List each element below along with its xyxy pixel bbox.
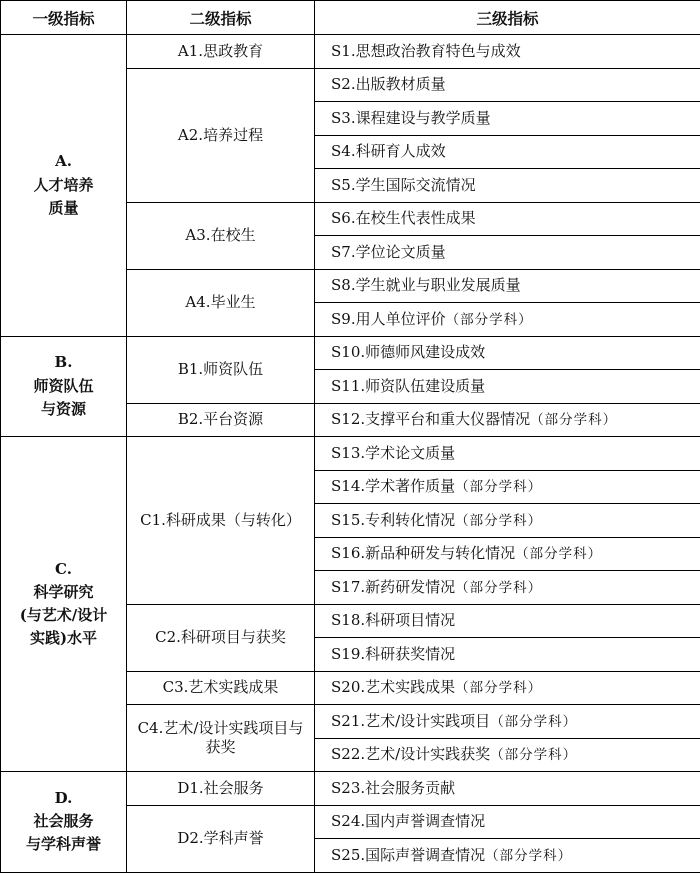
level3-cell (315, 537, 700, 571)
level3-cell (315, 102, 700, 136)
level2-cell: C2.科研项目与获奖 (127, 604, 315, 671)
level3-note: （部分学科） (455, 680, 543, 697)
level1-name-line: 师资队伍 (33, 376, 94, 395)
level3-label: S17.新药研发情况 (331, 577, 456, 596)
level1-cell-c (1, 437, 127, 772)
table-row (1, 772, 700, 806)
level3-cell (315, 470, 700, 504)
level3-note: （部分学科） (515, 546, 603, 563)
level3-cell (315, 202, 700, 236)
level3-note: （部分学科） (530, 412, 618, 429)
level3-label: S22.艺术/设计实践获奖 (331, 745, 491, 764)
level3-label: S21.艺术/设计实践项目 (331, 711, 491, 730)
level2-cell: C1.科研成果（与转化） (127, 437, 315, 605)
level1-name-line: 质量 (48, 198, 79, 217)
level3-cell (315, 671, 700, 705)
level1-code: C. (55, 559, 72, 578)
level2-cell: A3.在校生 (127, 202, 315, 269)
level3-label: S20.艺术实践成果 (331, 678, 456, 697)
level3-label: S3.课程建设与教学质量 (331, 108, 491, 127)
level3-label: S14.学术著作质量 (331, 477, 456, 496)
level1-cell-b (1, 336, 127, 437)
level3-cell (315, 437, 700, 471)
level1-name-line: (与艺术/设计 (19, 606, 108, 624)
level3-cell (315, 738, 700, 772)
level1-code: B. (54, 353, 73, 372)
level3-label: S15.专利转化情况 (331, 510, 456, 529)
level3-label: S1.思想政治教育特色与成效 (331, 41, 521, 60)
level1-cell-a (1, 35, 127, 337)
level3-cell (315, 638, 700, 672)
level3-label: S19.科研获奖情况 (331, 644, 456, 663)
level2-cell: A2.培养过程 (127, 68, 315, 202)
level2-cell: D1.社会服务 (127, 772, 315, 806)
table-row (1, 336, 700, 370)
table-row (1, 35, 700, 69)
level1-name-line: 人才培养 (33, 175, 94, 194)
level3-note: （部分学科） (455, 512, 543, 529)
level3-cell (315, 336, 700, 370)
level3-label: S9.用人单位评价 (331, 309, 446, 328)
level3-cell (315, 269, 700, 303)
level3-label: S6.在校生代表性成果 (331, 209, 476, 228)
level3-note: （部分学科） (455, 479, 543, 496)
level1-name-line: 与资源 (40, 399, 86, 418)
level1-code: D. (54, 788, 73, 807)
level3-cell (315, 303, 700, 337)
level3-note: （部分学科） (455, 579, 543, 596)
level1-name-line: 与学科声誉 (25, 835, 101, 854)
level1-name-line: 社会服务 (33, 812, 94, 831)
level3-cell (315, 571, 700, 605)
level2-cell: D2.学科声誉 (127, 805, 315, 872)
level3-label: S24.国内声誉调查情况 (331, 812, 486, 831)
level3-label: S13.学术论文质量 (331, 443, 456, 462)
level1-cell-d (1, 772, 127, 873)
level3-cell (315, 504, 700, 538)
level3-note: （部分学科） (485, 847, 573, 864)
level3-cell (315, 68, 700, 102)
level2-cell: A1.思政教育 (127, 35, 315, 69)
level3-label: S8.学生就业与职业发展质量 (331, 276, 521, 295)
level2-cell: A4.毕业生 (127, 269, 315, 336)
level3-label: S4.科研育人成效 (331, 142, 446, 161)
level3-label: S16.新品种研发与转化情况 (331, 544, 516, 563)
level3-cell (315, 772, 700, 806)
header-level1: 一级指标 (1, 1, 127, 35)
level2-cell: C3.艺术实践成果 (127, 671, 315, 705)
level3-note: （部分学科） (490, 713, 578, 730)
level3-label: S10.师德师风建设成效 (331, 343, 486, 362)
level2-cell: B2.平台资源 (127, 403, 315, 437)
header-row (1, 1, 700, 35)
level2-cell: B1.师资队伍 (127, 336, 315, 403)
level3-note: （部分学科） (445, 311, 533, 328)
level3-cell (315, 705, 700, 739)
level2-cell: C4.艺术/设计实践项目与获奖 (127, 705, 315, 772)
level3-cell (315, 805, 700, 839)
level3-cell (315, 403, 700, 437)
header-level2: 二级指标 (127, 1, 315, 35)
header-level3: 三级指标 (315, 1, 700, 35)
level3-cell (315, 839, 700, 873)
level3-cell (315, 236, 700, 270)
level3-cell (315, 604, 700, 638)
level1-name-line: 实践)水平 (29, 629, 98, 648)
level3-label: S2.出版教材质量 (331, 75, 446, 94)
level3-label: S12.支撑平台和重大仪器情况 (331, 410, 531, 429)
level3-label: S7.学位论文质量 (331, 242, 446, 261)
level3-label: S11.师资队伍建设质量 (331, 376, 486, 395)
level3-cell (315, 135, 700, 169)
level3-cell (315, 169, 700, 203)
level3-label: S25.国际声誉调查情况 (331, 845, 486, 864)
level3-label: S5.学生国际交流情况 (331, 175, 476, 194)
level1-name-line: 科学研究 (33, 582, 94, 601)
table-row (1, 437, 700, 471)
level3-note: （部分学科） (490, 747, 578, 764)
level3-cell (315, 35, 700, 69)
level1-code: A. (55, 152, 72, 171)
level3-cell (315, 370, 700, 404)
level3-label: S18.科研项目情况 (331, 611, 456, 630)
level3-label: S23.社会服务贡献 (331, 778, 456, 797)
